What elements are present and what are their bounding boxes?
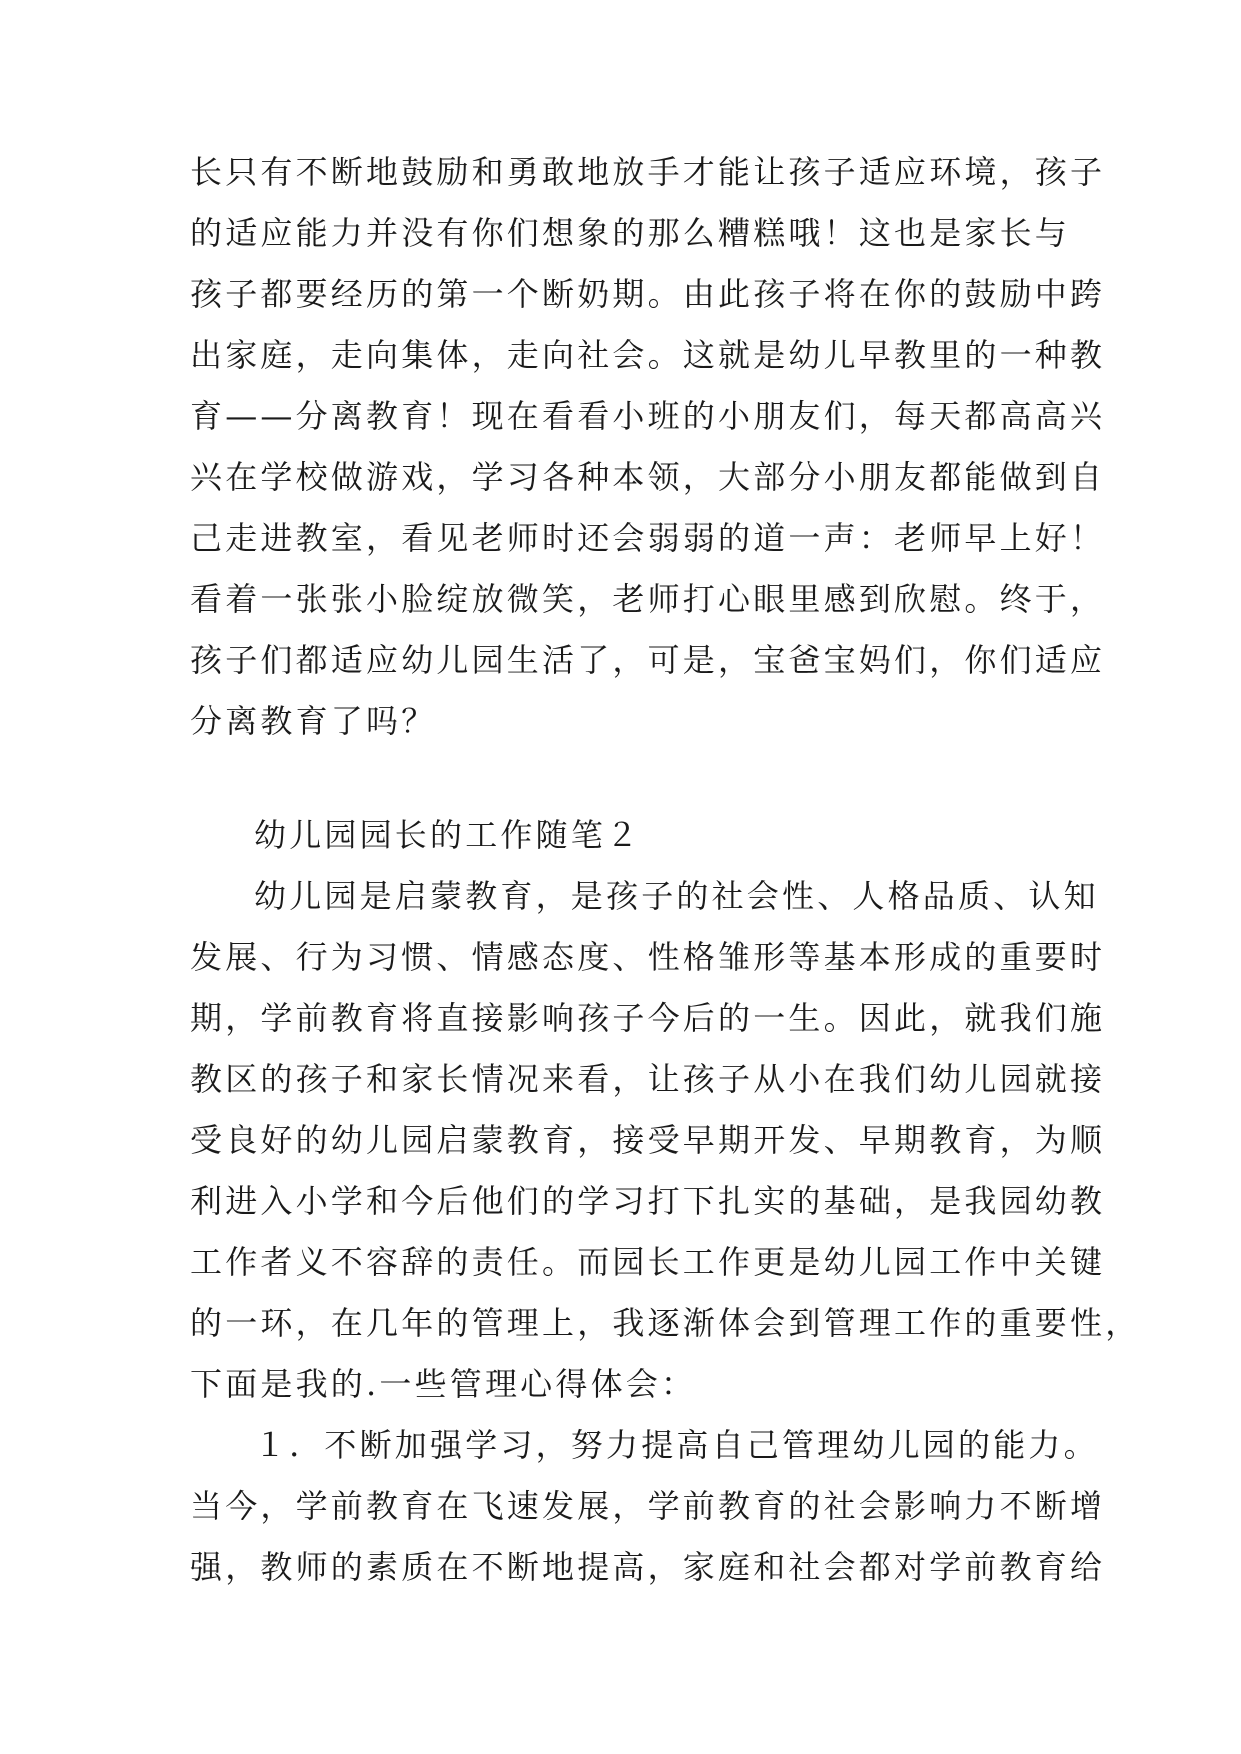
text-line: 教区的孩子和家长情况来看，让孩子从小在我们幼儿园就接 (190, 1060, 1106, 1098)
section-heading-block (190, 805, 1070, 866)
text-line: 工作者义不容辞的责任。而园长工作更是幼儿园工作中关键 (190, 1243, 1106, 1281)
text-line: 利进入小学和今后他们的学习打下扎实的基础，是我园幼教 (190, 1182, 1106, 1220)
text-line: １．不断加强学习，努力提高自己管理幼儿园的能力。 (254, 1426, 1099, 1464)
text-line: 己走进教室，看见老师时还会弱弱的道一声：老师早上好！ (190, 519, 1106, 557)
text-line: 育——分离教育！现在看看小班的小朋友们，每天都高高兴 (190, 397, 1106, 435)
section-heading: 幼儿园园长的工作随笔２ (254, 816, 642, 854)
text-line: 受良好的幼儿园启蒙教育，接受早期开发、早期教育，为顺 (190, 1121, 1106, 1159)
text-line: 幼儿园是启蒙教育，是孩子的社会性、人格品质、认知 (254, 877, 1099, 915)
text-line: 出家庭，走向集体，走向社会。这就是幼儿早教里的一种教 (190, 336, 1106, 374)
text-line: 期，学前教育将直接影响孩子今后的一生。因此，就我们施 (190, 999, 1106, 1037)
intro-paragraph (190, 866, 1141, 1415)
text-line: 发展、行为习惯、情感态度、性格雏形等基本形成的重要时 (190, 938, 1106, 976)
point-paragraph (190, 1415, 1106, 1598)
text-line: 当今，学前教育在飞速发展，学前教育的社会影响力不断增 (190, 1487, 1106, 1525)
continuation-paragraph (190, 142, 1106, 752)
text-line: 分离教育了吗？ (190, 702, 437, 740)
text-line: 看着一张张小脸绽放微笑，老师打心眼里感到欣慰。终于， (190, 580, 1106, 618)
text-line: 孩子们都适应幼儿园生活了，可是，宝爸宝妈们，你们适应 (190, 641, 1106, 679)
text-line: 长只有不断地鼓励和勇敢地放手才能让孩子适应环境，孩子 (190, 153, 1106, 191)
text-line: 下面是我的.一些管理心得体会： (190, 1365, 697, 1403)
text-line: 的一环，在几年的管理上，我逐渐体会到管理工作的重要性， (190, 1304, 1141, 1342)
text-line: 的适应能力并没有你们想象的那么糟糕哦！这也是家长与 (190, 214, 1071, 252)
text-line: 兴在学校做游戏，学习各种本领，大部分小朋友都能做到自 (190, 458, 1106, 496)
text-line: 孩子都要经历的第一个断奶期。由此孩子将在你的鼓励中跨 (190, 275, 1106, 313)
text-line: 强，教师的素质在不断地提高，家庭和社会都对学前教育给 (190, 1548, 1106, 1586)
